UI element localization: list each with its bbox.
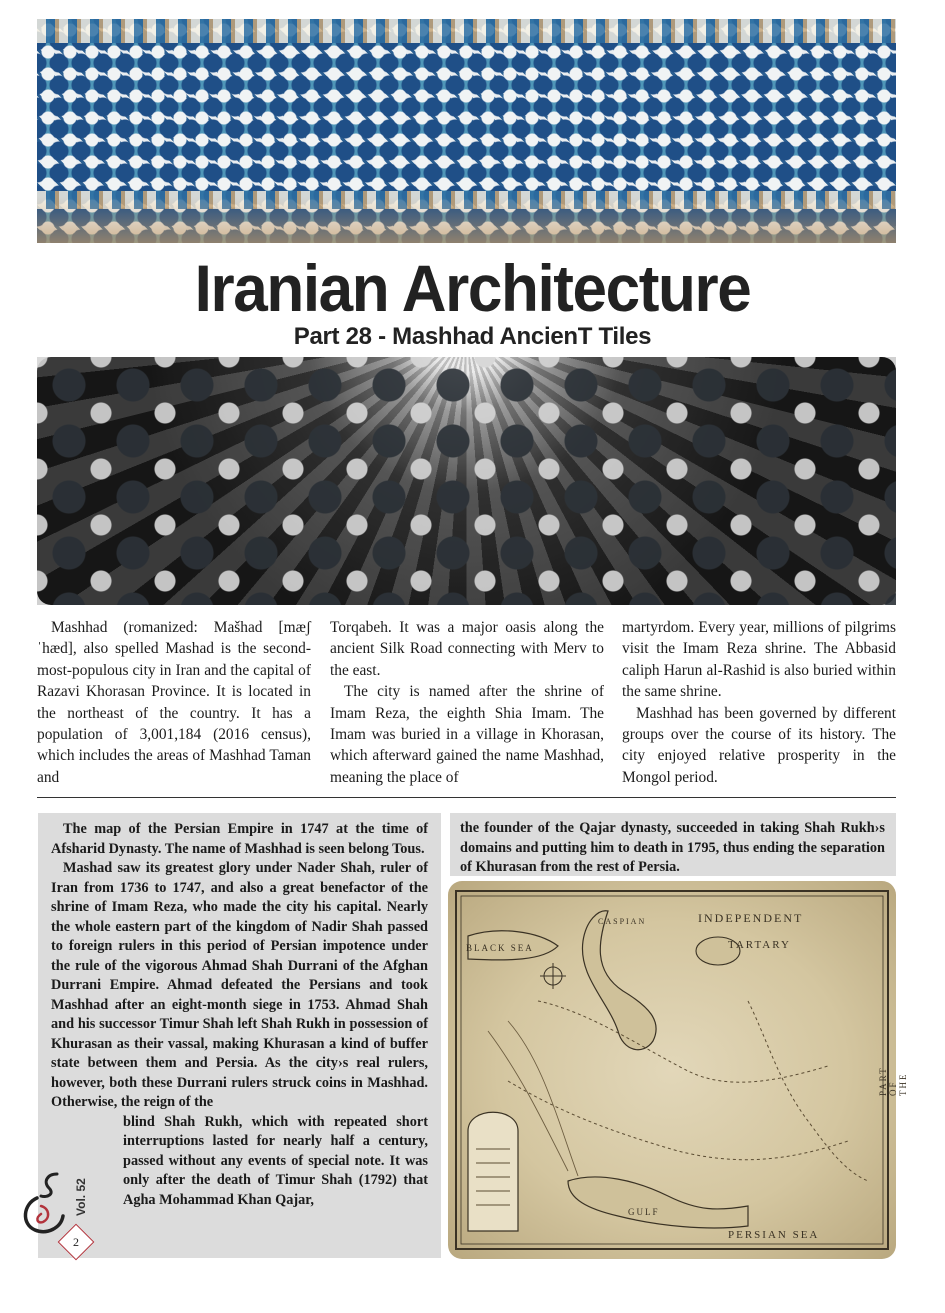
article-paragraph: The city is named after the shrine of Imam Reza, the eighth Shia Imam. The Imam was buried in a village in Khorasan, which afterward gained the name Mashhad, meaning the place of [330, 683, 604, 786]
map-label-black-sea: BLACK SEA [466, 943, 534, 953]
caspian-sea-shape [582, 911, 656, 1050]
page-subtitle: Part 28 - Mashhad AncienT Tiles [293, 323, 652, 350]
article-columns [37, 617, 896, 792]
map-caption: The map of the Persian Empire in 1747 at the time of Afsharid Dynasty. The name of Mashhad is seen belong Tous. [51, 821, 428, 857]
section-divider [37, 797, 896, 798]
tile-border-top [37, 19, 896, 43]
history-paragraph: the founder of the Qajar dynasty, succeeded in taking Shah Rukh›s domains and putting him to death in 1795, thus ending the separation of Khurasan from the rest of Persia. [460, 820, 885, 875]
arch-edge [37, 197, 896, 243]
page-number: 2 [73, 1235, 79, 1249]
map-cartouche [468, 1112, 518, 1231]
volume-label: Vol. 52 [74, 1178, 88, 1216]
border-line [538, 1001, 828, 1082]
map-label-caspian: CASPIAN [598, 917, 647, 926]
muqarnas-pattern [37, 357, 896, 605]
article-paragraph: Mashhad has been governed by different groups over the course of its history. The city enjoyed relative prosperity in the Mongol period. [622, 704, 896, 786]
muqarnas-ceiling-photo [37, 357, 896, 605]
history-sidebar-text [51, 820, 428, 1210]
persian-gulf-shape [568, 1177, 748, 1228]
map-drawing [448, 881, 896, 1259]
article-paragraph: Mashhad (romanized: Mašhad [mæʃˈhæd], also spelled Mashad is the second-most-populous city in Iran and the capital of Razavi Khorasan Province. It is located in the northeast of the country. It has a population of 3,001,184 (2016 census), which includes the areas of Mashhad Taman and [37, 619, 311, 786]
history-paragraph: blind Shah Rukh, which with repeated short interruptions lasted for nearly half a century, passed without any events of special note. It was only after the death of Timur Shah (1792) that Agha Mohammad Khan Qajar, [123, 1113, 428, 1208]
article-column-2 [330, 617, 604, 788]
map-label-independent: INDEPENDENT [698, 911, 804, 925]
page-title: Iranian Architecture [194, 251, 751, 325]
article-column-3 [622, 617, 896, 788]
history-paragraph: Mashad saw its greatest glory under Nader Shah, ruler of Iran from 1736 to 1747, and also a great benefactor of the shrine of Imam Reza, who made the city his capital. Nearly the whole eastern part of the kingdom of Nadir Shah passed to foreign rulers in this period of Persian impotence under the rule of the vigorous Ahmad Shah Durrani of the Afghan Durrani Empire. Ahmad defeated the Persians and took Mashhad after an eight-month siege in 1753. Ahmad Shah and his successor Timur Shah left Shah Rukh in possession of Khurasan as their vassal, making Khurasan a kind of buffer state between them and Persia. As the city›s real rulers, however, both these Durrani rulers struck coins in Mashhad. Otherwise, the reign of the [51, 860, 428, 1110]
map-label-persian-sea: PERSIAN SEA [728, 1229, 820, 1241]
history-continued-text [460, 819, 885, 878]
border-line [748, 1001, 868, 1181]
magazine-logo-icon [17, 1168, 71, 1240]
map-label-tartary: TARTARY [728, 939, 791, 951]
article-paragraph: Torqabeh. It was a major oasis along the ancient Silk Road connecting with Merv to the east. [330, 619, 604, 679]
article-column-1 [37, 617, 311, 788]
article-paragraph: martyrdom. Every year, millions of pilgrims visit the Imam Reza shrine. The Abbasid caliph Harun al-Rashid is also buried within the same shrine. [622, 619, 896, 701]
header-tile-photo [37, 19, 896, 243]
map-label-part: PART OF THE [878, 1066, 908, 1096]
map-label-gulf: GULF [628, 1207, 660, 1217]
persian-empire-map [448, 881, 908, 1259]
